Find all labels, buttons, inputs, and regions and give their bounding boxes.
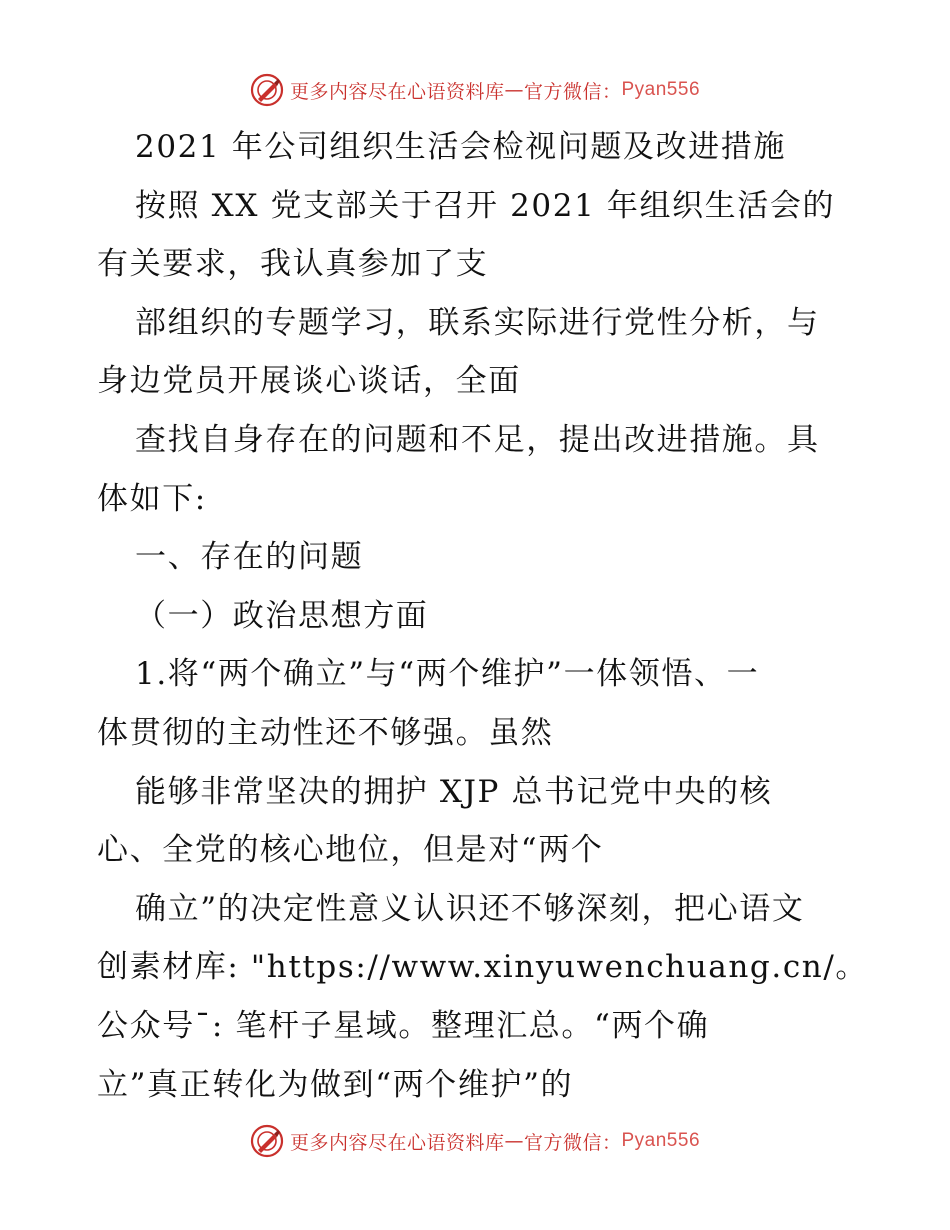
text-line: 立”真正转化为做到“两个维护”的 xyxy=(97,1066,574,1103)
pen-logo-icon xyxy=(250,73,284,107)
text-line: 体如下: xyxy=(97,480,207,517)
banner-wechat-id: Pyan556 xyxy=(621,79,701,100)
document-body xyxy=(97,118,868,1114)
banner-wechat-id: Pyan556 xyxy=(621,1130,701,1151)
text-line: 心、全党的核心地位，但是对“两个 xyxy=(97,832,604,869)
text-line: 公众号¯: 笔杆子星域。整理汇总。“两个确 xyxy=(97,1007,710,1044)
text-line: 1.将“两个确立”与“两个维护”一体领悟、一 xyxy=(135,656,760,693)
text-line: （一）政治思想方面 xyxy=(135,597,429,634)
text-line: 身边党员开展谈心谈话，全面 xyxy=(97,363,521,400)
text-line: 查找自身存在的问题和不足，提出改进措施。具 xyxy=(135,421,820,458)
text-line: 2021 年公司组织生活会检视问题及改进措施 xyxy=(135,129,786,165)
text-line: 确立”的决定性意义认识还不够深刻，把心语文 xyxy=(135,890,805,927)
text-line: 一、存在的问题 xyxy=(135,539,364,576)
banner-dash: — xyxy=(504,79,524,101)
text-line: 创素材库: "https://www.xinyuwenchuang.cn/。 xyxy=(97,949,868,986)
footer-banner xyxy=(0,1121,950,1161)
banner-dash: — xyxy=(504,1130,524,1152)
pen-logo-icon xyxy=(250,1124,284,1158)
text-line: 体贯彻的主动性还不够强。虽然 xyxy=(97,714,554,751)
banner-wechat-label: 官方微信： xyxy=(523,1131,622,1154)
header-banner xyxy=(0,70,950,110)
banner-main-text: 更多内容尽在心语资料库 xyxy=(289,80,505,103)
text-line: 能够非常坚决的拥护 XJP 总书记党中央的核 xyxy=(135,773,773,810)
text-line: 部组织的专题学习，联系实际进行党性分析，与 xyxy=(135,304,820,341)
text-line: 按照 XX 党支部关于召开 2021 年组织生活会的 xyxy=(135,187,836,224)
banner-wechat-label: 官方微信： xyxy=(523,80,622,103)
banner-main-text: 更多内容尽在心语资料库 xyxy=(289,1131,505,1154)
text-line: 有关要求，我认真参加了支 xyxy=(97,246,489,283)
